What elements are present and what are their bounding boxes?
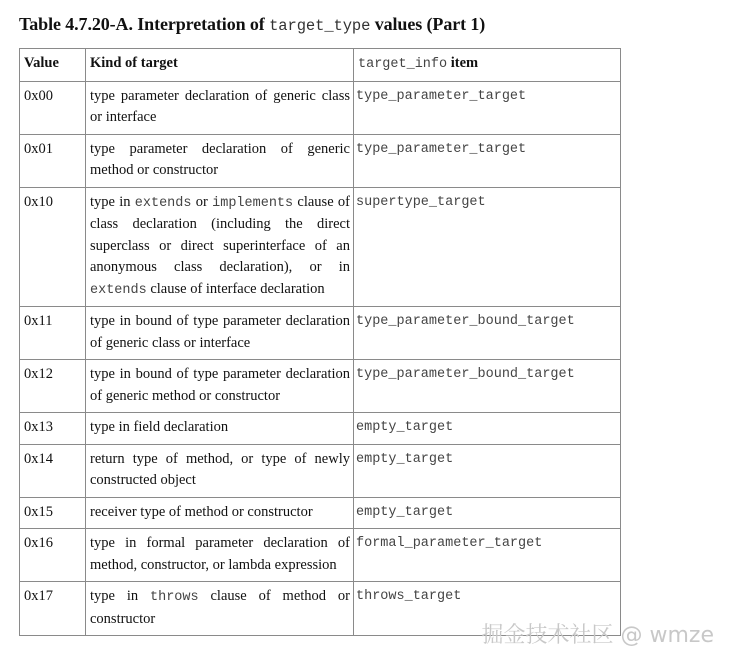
table-row [20,444,621,497]
cell-value: 0x00 [20,81,86,134]
kind-code-keyword: extends [134,195,192,211]
cell-value: 0x14 [20,444,86,497]
cell-value: 0x16 [20,529,86,582]
cell-target-info: empty_target [354,413,621,445]
kind-text: or [191,193,213,210]
cell-value: 0x11 [20,307,86,360]
kind-text: clause of class declaration (including the direct superclass or direct superinterface of an anonymous class declaration), or in [90,193,350,275]
cell-kind [86,360,354,413]
kind-text: type in [90,193,135,210]
table-header-row [20,49,621,82]
cell-kind [86,582,354,636]
cell-value: 0x12 [20,360,86,413]
kind-code-keyword: extends [90,282,147,298]
caption-code: target_type [269,17,371,35]
header-info-code: target_info [358,57,448,72]
cell-kind [86,529,354,582]
header-info [354,49,621,82]
kind-code-keyword: implements [212,195,294,211]
header-info-suffix: item [447,55,479,71]
cell-kind [86,81,354,134]
table-row [20,81,621,134]
cell-value: 0x10 [20,187,86,307]
cell-target-info: type_parameter_target [354,81,621,134]
cell-value: 0x17 [20,582,86,636]
kind-text: type in field declaration [90,419,229,435]
cell-kind [86,187,354,307]
kind-text: type parameter declaration of generic class or interface [90,87,350,125]
caption-suffix: values (Part 1) [370,14,486,34]
cell-kind [86,307,354,360]
watermark: 掘金技术社区 @ wmze [481,623,714,648]
table-row [20,307,621,360]
kind-text: type in bound of type parameter declaration of generic class or interface [90,313,350,351]
table-row [20,529,621,582]
kind-text: return type of method, or type of newly constructed object [90,450,350,488]
header-kind: Kind of target [86,49,354,82]
cell-kind [86,497,354,529]
kind-text: type in formal parameter declaration of method, constructor, or lambda expression [90,535,350,573]
cell-target-info: empty_target [354,444,621,497]
header-value: Value [20,49,86,82]
table-row [20,413,621,445]
table-body [20,81,621,636]
cell-kind [86,413,354,445]
table-row [20,497,621,529]
kind-text: type in bound of type parameter declaration of generic method or constructor [90,366,350,404]
cell-target-info: type_parameter_bound_target [354,307,621,360]
cell-kind [86,134,354,187]
cell-value: 0x13 [20,413,86,445]
table-row [20,134,621,187]
kind-text: receiver type of method or constructor [90,503,313,520]
kind-text: clause of interface declaration [146,280,325,297]
table-row [20,187,621,307]
kind-text: type parameter declaration of generic method or constructor [90,140,350,178]
kind-text: clause of method or constructor [90,588,350,627]
kind-code-keyword: throws [150,590,199,605]
cell-target-info: type_parameter_target [354,134,621,187]
cell-target-info: supertype_target [354,187,621,307]
cell-target-info: empty_target [354,497,621,529]
cell-kind [86,444,354,497]
table-row [20,360,621,413]
kind-text: type in [90,588,150,604]
cell-value: 0x15 [20,497,86,529]
cell-target-info: throws_target [354,582,621,636]
cell-target-info: formal_parameter_target [354,529,621,582]
cell-target-info: type_parameter_bound_target [354,360,621,413]
target-type-table [19,48,621,636]
table-caption [19,14,485,35]
cell-value: 0x01 [20,134,86,187]
caption-prefix: Table 4.7.20-A. Interpretation of [19,14,270,34]
